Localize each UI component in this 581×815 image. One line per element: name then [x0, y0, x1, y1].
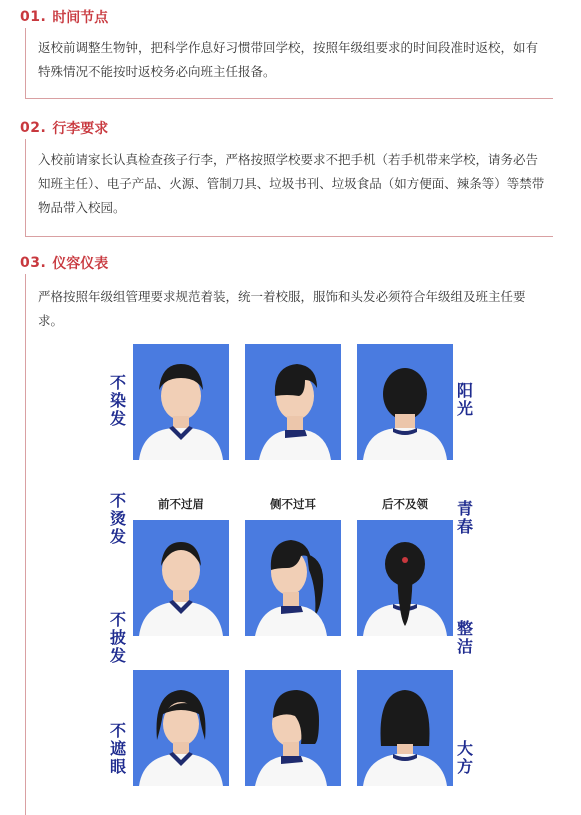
- section-heading: [20, 7, 108, 27]
- section-heading: [20, 253, 108, 273]
- section-rule-horizontal: [25, 236, 553, 237]
- section-heading: [20, 118, 108, 138]
- photo-bob-front: [133, 670, 229, 786]
- right-label-graceful: 大 方: [456, 739, 473, 776]
- photo-boy-side: [245, 344, 341, 460]
- section-title: 仪容仪表: [52, 256, 109, 272]
- section-body: 入校前请家长认真检查孩子行李，严格按照学校要求不把手机（若手机带来学校，请务必告知班主任）、电子产品、火源、管制刀具、垃圾书刊、垃圾食品（如方便面、辣条等）等禁带物品带入校园。: [38, 152, 545, 215]
- section-title: 行李要求: [52, 121, 109, 137]
- section-rule-vertical: [25, 139, 26, 236]
- section-body: 返校前调整生物钟，把科学作息好习惯带回学校，按照年级组要求的时间段准时返校，如有特殊情况不能按时返校务必向班主任报备。: [38, 40, 539, 79]
- right-label-sunny: 阳 光: [456, 381, 473, 418]
- caption-back: 后不及领: [382, 497, 428, 511]
- photo-bob-side: [245, 670, 341, 786]
- left-label-no-loose-hair: 不 披 发: [109, 610, 126, 665]
- section-number: 02.: [20, 120, 47, 136]
- right-label-tidy: 整 洁: [456, 619, 473, 656]
- section-number: 01.: [20, 9, 47, 25]
- section-body: 严格按照年级组管理要求规范着装，统一着校服，服饰和头发必须符合年级组及班主任要求。: [38, 289, 526, 328]
- photo-ponytail-front: [133, 520, 229, 636]
- photo-boy-back: [357, 344, 453, 460]
- section-title: 时间节点: [52, 10, 109, 26]
- caption-side: 侧不过耳: [270, 497, 316, 511]
- left-label-no-cover-eyes: 不 遮 眼: [109, 721, 126, 776]
- photo-boy-front: [133, 344, 229, 460]
- caption-front: 前不过眉: [158, 497, 204, 511]
- section-rule-vertical: [25, 274, 26, 815]
- section-rule-vertical: [25, 28, 26, 98]
- section-rule-horizontal: [25, 98, 553, 99]
- left-label-no-perm: 不 烫 发: [109, 491, 126, 546]
- section-number: 03.: [20, 255, 47, 271]
- left-label-no-dye: 不 染 发: [109, 373, 126, 428]
- photo-ponytail-side: [245, 520, 341, 636]
- right-label-youth: 青 春: [456, 499, 473, 536]
- photo-ponytail-back: [357, 520, 453, 636]
- photo-bob-back: [357, 670, 453, 786]
